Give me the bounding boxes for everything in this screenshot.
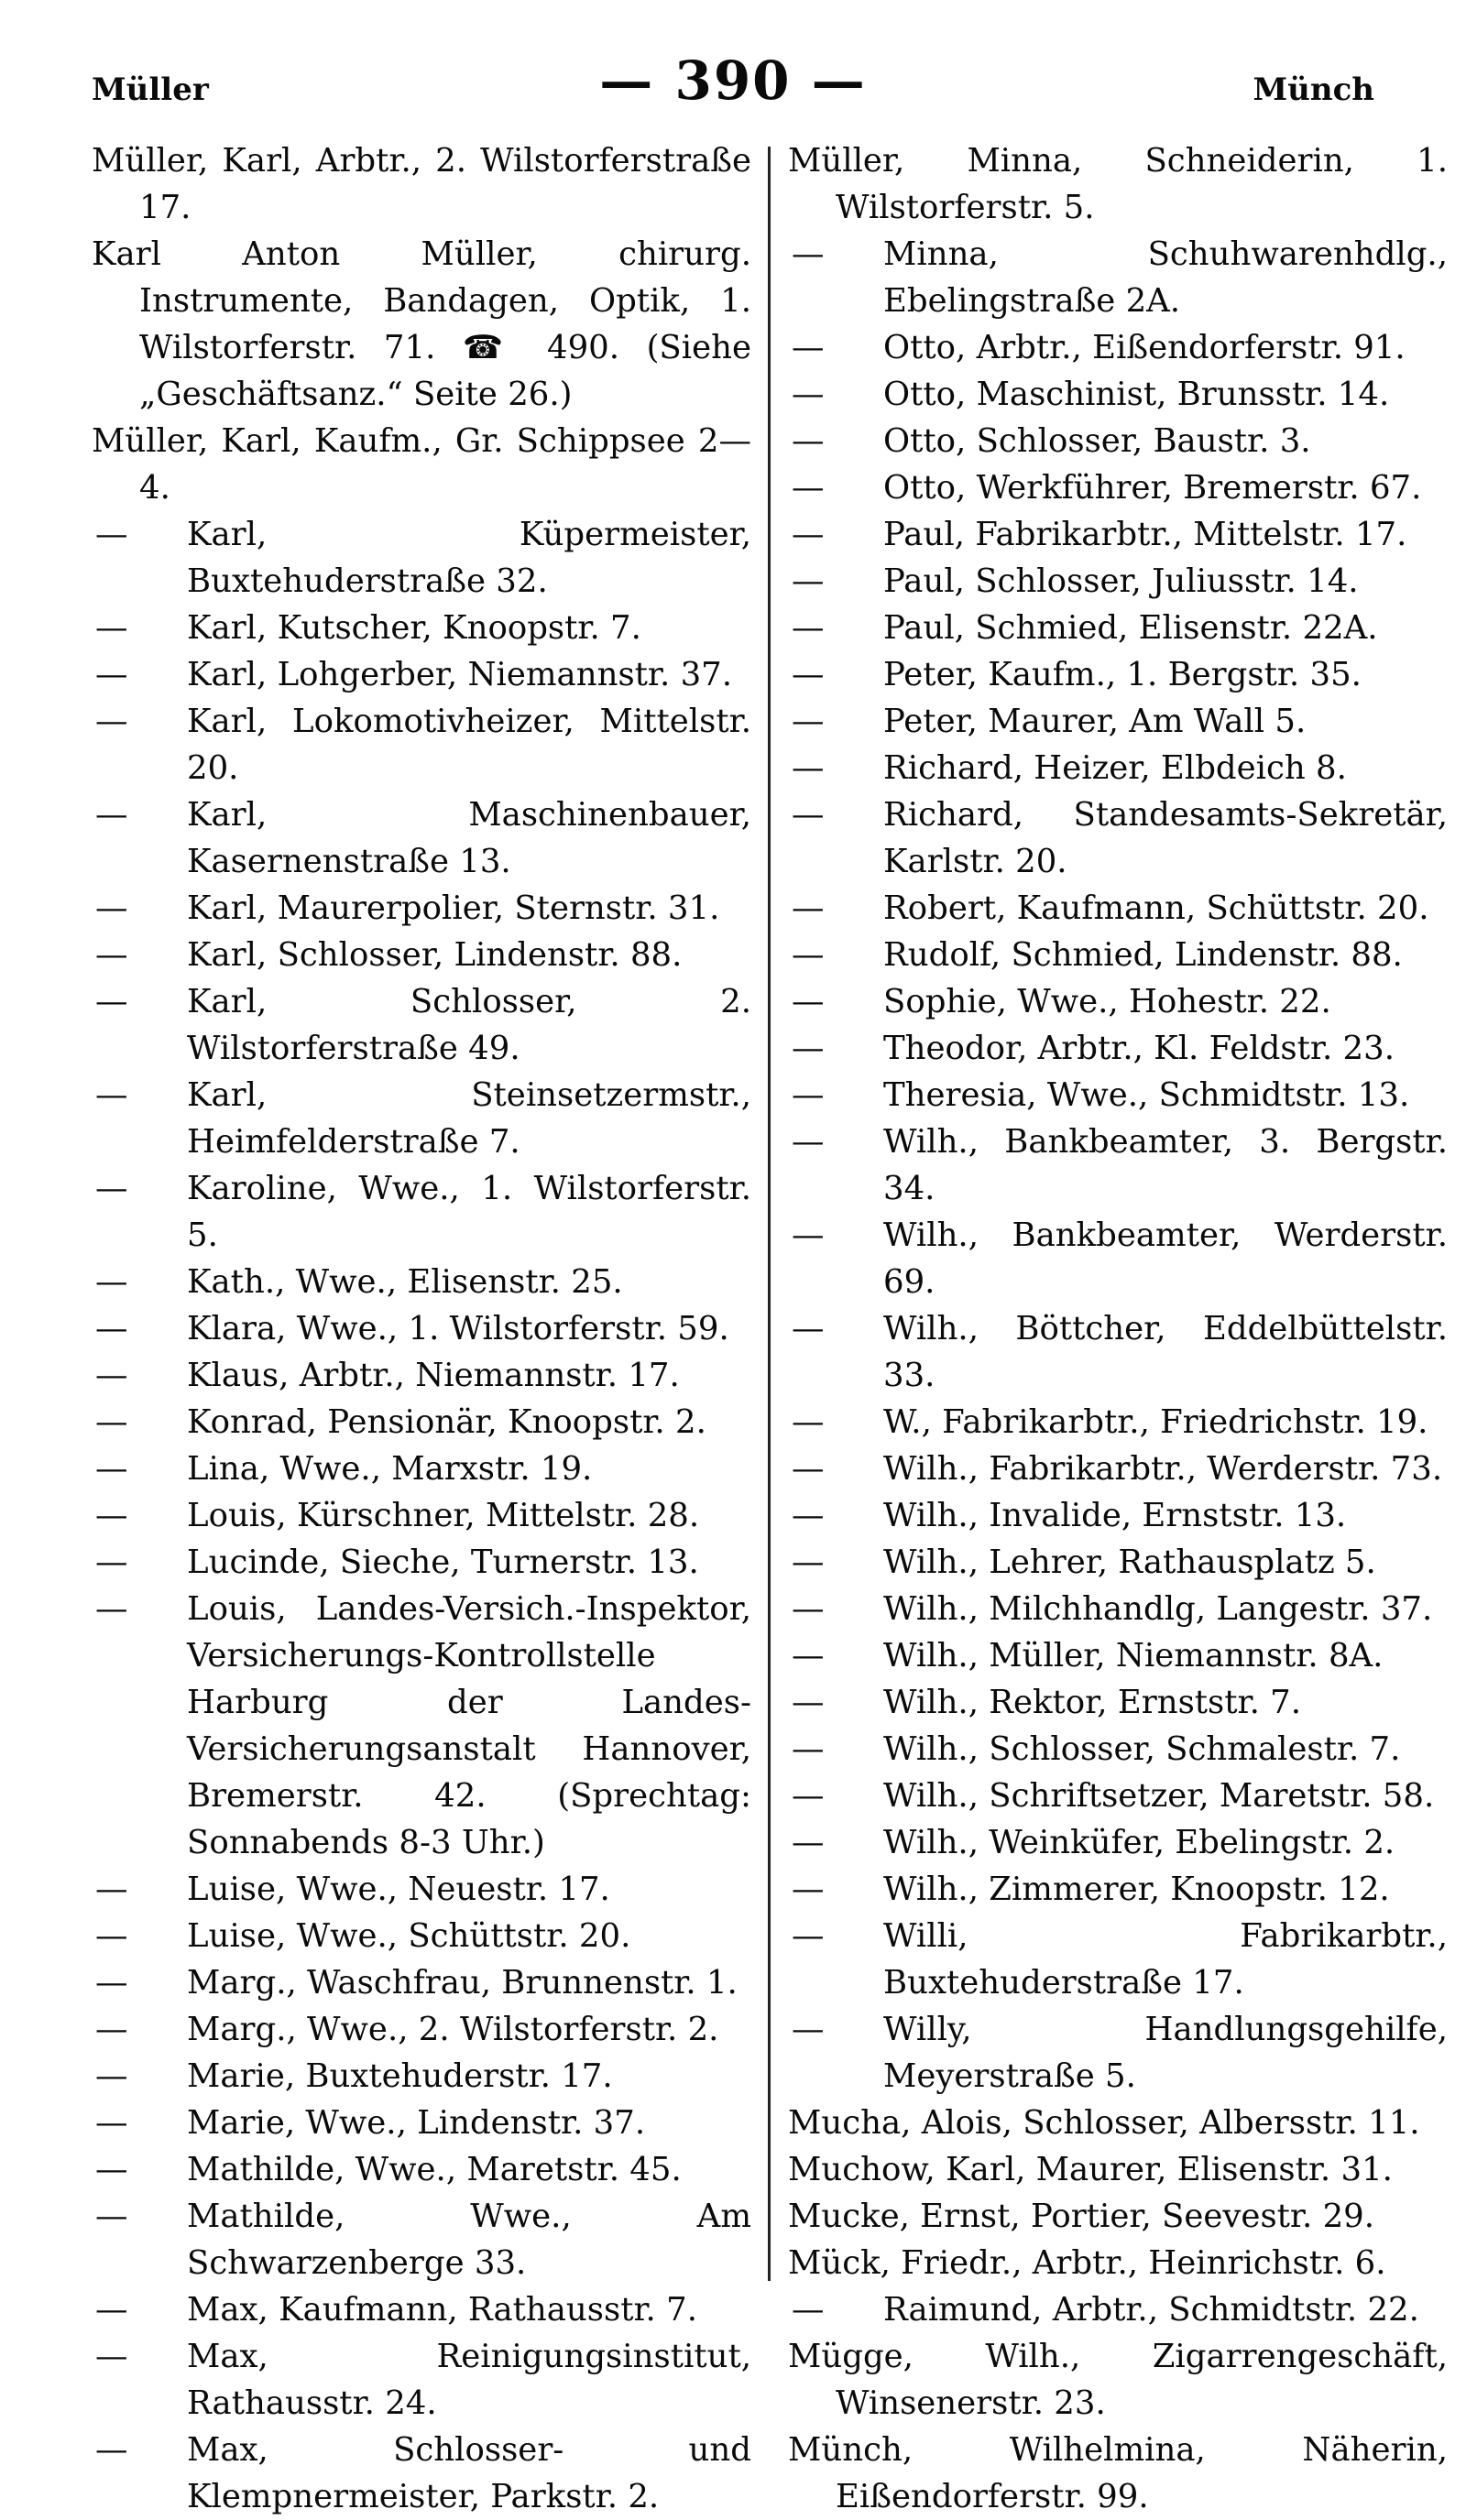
page-number: — 390 — [599,49,867,112]
continuation-dash: — [95,2291,128,2329]
directory-entry [788,698,1448,745]
continuation-dash: — [792,1730,825,1768]
continuation-dash: — [792,1637,825,1675]
continuation-dash: — [95,2104,128,2142]
entry-text: Luise, Wwe., Schüttstr. 20. [187,1917,631,1955]
directory-entry [92,511,751,605]
directory-entry [92,2333,751,2427]
entry-text: Mück, Friedr., Arbtr., Heinrichstr. 6. [788,2244,1386,2282]
entry-text: Konrad, Pensionär, Knoopstr. 2. [187,1403,706,1441]
directory-entry [788,1072,1448,1118]
directory-entry [788,1025,1448,1072]
continuation-dash: — [95,2057,128,2095]
continuation-dash: — [95,1871,128,1908]
entry-text: Louis, Kürschner, Mittelstr. 28. [187,1497,700,1534]
continuation-dash: — [792,1824,825,1861]
directory-entry [788,1632,1448,1679]
directory-entry [92,791,751,885]
entry-text: Otto, Maschinist, Brunsstr. 14. [883,376,1390,413]
directory-entry [788,324,1448,371]
directory-entry [92,2427,751,2520]
directory-entry [92,418,751,511]
entry-text: Wilh., Milchhandlg, Langestr. 37. [883,1590,1433,1628]
continuation-dash: — [95,1590,128,1628]
continuation-dash: — [792,469,825,507]
directory-entry [92,2053,751,2100]
entry-text: Karl, Lohgerber, Niemannstr. 37. [187,656,733,693]
directory-entry [788,1679,1448,1726]
entry-text: Karl, Steinsetzermstr., Heimfelderstraße 7. [187,1076,751,1161]
entry-text: Münch, Wilhelmina, Näherin, Eißendorferstr. 99. [788,2431,1448,2515]
entry-text: Wilh., Zimmerer, Knoopstr. 12. [883,1871,1390,1908]
entry-text: Marg., Wwe., 2. Wilstorferstr. 2. [187,2011,719,2048]
directory-entry [788,1445,1448,1492]
directory-entry [92,1539,751,1586]
directory-entry [92,1913,751,1959]
entry-text: Paul, Fabrikarbtr., Mittelstr. 17. [883,516,1407,553]
entry-text: Mügge, Wilh., Zigarrengeschäft, Winsenerstr. 23. [788,2338,1448,2422]
directory-entry [788,558,1448,605]
continuation-dash: — [95,1403,128,1441]
entry-text: Otto, Schlosser, Baustr. 3. [883,422,1311,460]
entry-text: Max, Reinigungsinstitut, Rathausstr. 24. [187,2338,751,2422]
continuation-dash: — [792,656,825,693]
continuation-dash: — [792,983,825,1020]
directory-entry [788,511,1448,558]
directory-entry [92,1492,751,1539]
directory-entry [788,1773,1448,1819]
continuation-dash: — [792,1076,825,1114]
entry-text: Karl, Maurerpolier, Sternstr. 31. [187,889,720,927]
directory-entry [788,932,1448,978]
continuation-dash: — [95,1076,128,1114]
continuation-dash: — [792,1403,825,1441]
directory-entry [788,231,1448,324]
entry-text: Karl, Schlosser, Lindenstr. 88. [187,936,683,974]
entry-text: Müller, Karl, Kaufm., Gr. Schippsee 2—4. [92,422,751,507]
directory-entry [92,885,751,932]
directory-entry [788,1866,1448,1913]
entry-text: Müller, Minna, Schneiderin, 1. Wilstorferstr. 5. [788,142,1448,226]
directory-entry [92,231,751,418]
directory-entry [92,651,751,698]
continuation-dash: — [792,1216,825,1254]
entry-text: Peter, Maurer, Am Wall 5. [883,703,1307,740]
entry-text: Sophie, Wwe., Hohestr. 22. [883,983,1331,1020]
continuation-dash: — [792,516,825,553]
directory-entry [92,1866,751,1913]
directory-entry [788,1586,1448,1632]
entry-text: Luise, Wwe., Neuestr. 17. [187,1871,610,1908]
directory-entry [788,1913,1448,2006]
continuation-dash: — [792,1544,825,1581]
directory-entry [788,2100,1448,2146]
directory-entry [92,1072,751,1165]
directory-entry [788,2333,1448,2427]
left-column [92,137,751,2520]
continuation-dash: — [95,2011,128,2048]
continuation-dash: — [792,422,825,460]
continuation-dash: — [95,516,128,553]
directory-entry [788,745,1448,791]
directory-entry [788,464,1448,511]
continuation-dash: — [95,1497,128,1534]
directory-entry [788,418,1448,464]
entry-text: Mucha, Alois, Schlosser, Albersstr. 11. [788,2104,1420,2142]
entry-text: Lina, Wwe., Marxstr. 19. [187,1450,593,1488]
continuation-dash: — [95,1263,128,1301]
entry-text: Minna, Schuhwarenhdlg., Ebelingstraße 2A. [883,235,1448,320]
entry-text: Robert, Kaufmann, Schüttstr. 20. [883,889,1429,927]
directory-entry [788,885,1448,932]
entry-text: Müller, Karl, Arbtr., 2. Wilstorferstraße 17. [92,142,751,226]
continuation-dash: — [792,1777,825,1815]
continuation-dash: — [792,1590,825,1628]
entry-text: W., Fabrikarbtr., Friedrichstr. 19. [883,1403,1428,1441]
entry-text: Wilh., Schlosser, Schmalestr. 7. [883,1730,1401,1768]
continuation-dash: — [95,656,128,693]
entry-text: Marie, Wwe., Lindenstr. 37. [187,2104,646,2142]
directory-entry [92,1959,751,2006]
directory-entry [788,137,1448,231]
continuation-dash: — [95,1917,128,1955]
entry-text: Wilh., Böttcher, Eddelbüttelstr. 33. [883,1310,1448,1394]
directory-entry [788,1539,1448,1586]
continuation-dash: — [95,796,128,834]
column-divider [768,147,771,2281]
entry-text: Willi, Fabrikarbtr., Buxtehuderstraße 17. [883,1917,1448,2002]
entry-text: Louis, Landes-Versich.-Inspektor, Versicherungs-Kontrollstelle Harburg der Landes-Versicherungsanstalt Hannover, Bremerstr. 42. (Sprechtag: Sonnabends 8-3 Uhr.) [187,1590,751,1861]
entry-text: Max, Schlosser- und Klempnermeister, Parkstr. 2. [187,2431,751,2515]
entry-text: Mathilde, Wwe., Maretstr. 45. [187,2151,682,2188]
continuation-dash: — [95,2151,128,2188]
continuation-dash: — [95,936,128,974]
entry-text: Theresia, Wwe., Schmidtstr. 13. [883,1076,1410,1114]
directory-entry [788,2146,1448,2193]
entry-text: Kath., Wwe., Elisenstr. 25. [187,1263,623,1301]
directory-entry [92,1259,751,1305]
continuation-dash: — [792,562,825,600]
directory-entry [788,651,1448,698]
continuation-dash: — [792,1450,825,1488]
continuation-dash: — [792,609,825,647]
continuation-dash: — [792,703,825,740]
directory-entry [788,2427,1448,2520]
entry-text: Marg., Waschfrau, Brunnenstr. 1. [187,1964,738,2002]
entry-text: Wilh., Fabrikarbtr., Werderstr. 73. [883,1450,1443,1488]
entry-text: Wilh., Rektor, Ernststr. 7. [883,1684,1302,1721]
entry-text: Klaus, Arbtr., Niemannstr. 17. [187,1357,680,1394]
continuation-dash: — [792,235,825,273]
continuation-dash: — [95,2338,128,2375]
entry-text: Rudolf, Schmied, Lindenstr. 88. [883,936,1403,974]
entry-text: Muchow, Karl, Maurer, Elisenstr. 31. [788,2151,1393,2188]
continuation-dash: — [95,2431,128,2469]
continuation-dash: — [792,1497,825,1534]
entry-text: Wilh., Invalide, Ernststr. 13. [883,1497,1347,1534]
entry-text: Mathilde, Wwe., Am Schwarzenberge 33. [187,2198,751,2282]
continuation-dash: — [792,329,825,366]
continuation-dash: — [792,749,825,787]
entry-text: Wilh., Bankbeamter, 3. Bergstr. 34. [883,1123,1448,1207]
directory-entry [788,1305,1448,1399]
continuation-dash: — [792,376,825,413]
continuation-dash: — [792,889,825,927]
directory-entry [92,1352,751,1399]
entry-text: Max, Kaufmann, Rathausstr. 7. [187,2291,697,2329]
continuation-dash: — [792,2291,825,2329]
entry-text: Karl, Maschinenbauer, Kasernenstraße 13. [187,796,751,880]
continuation-dash: — [95,1450,128,1488]
continuation-dash: — [95,983,128,1020]
page-header [92,37,1374,110]
directory-entry [92,2006,751,2053]
directory-entry [92,1586,751,1866]
header-right-keyword: Münch [1253,71,1374,108]
entry-text: Wilh., Weinküfer, Ebelingstr. 2. [883,1824,1395,1861]
directory-entry [788,791,1448,885]
directory-entry [92,698,751,791]
entry-text: Peter, Kaufm., 1. Bergstr. 35. [883,656,1362,693]
entry-text: Lucinde, Sieche, Turnerstr. 13. [187,1544,699,1581]
directory-entry [788,978,1448,1025]
entry-text: Klara, Wwe., 1. Wilstorferstr. 59. [187,1310,729,1347]
directory-entry [788,1118,1448,1212]
directory-entry [788,1819,1448,1866]
continuation-dash: — [95,1357,128,1394]
continuation-dash: — [792,1030,825,1067]
entry-text: Richard, Standesamts-Sekretär, Karlstr. 20. [883,796,1448,880]
continuation-dash: — [792,1684,825,1721]
directory-entry [788,2286,1448,2333]
entry-text: Paul, Schlosser, Juliusstr. 14. [883,562,1359,600]
directory-entry [788,2240,1448,2286]
entry-text: Karoline, Wwe., 1. Wilstorferstr. 5. [187,1170,751,1254]
directory-entry [788,1212,1448,1305]
entry-text: Richard, Heizer, Elbdeich 8. [883,749,1347,787]
directory-entry [788,605,1448,651]
entry-text: Karl Anton Müller, chirurg. Instrumente, Bandagen, Optik, 1. Wilstorferstr. 71. ☎ 490. (Siehe „Geschäftsanz.“ Seite 26.) [92,235,751,413]
entry-text: Wilh., Schriftsetzer, Maretstr. 58. [883,1777,1435,1815]
continuation-dash: — [95,609,128,647]
directory-entry [788,2006,1448,2100]
continuation-dash: — [95,2198,128,2235]
entry-text: Karl, Kutscher, Knoopstr. 7. [187,609,641,647]
continuation-dash: — [792,796,825,834]
directory-entry [92,1305,751,1352]
directory-entry [788,1492,1448,1539]
entry-text: Mucke, Ernst, Portier, Seevestr. 29. [788,2198,1375,2235]
directory-entry [788,1399,1448,1445]
entry-text: Willy, Handlungsgehilfe, Meyerstraße 5. [883,2011,1448,2095]
continuation-dash: — [95,1544,128,1581]
continuation-dash: — [792,1871,825,1908]
entry-text: Wilh., Müller, Niemannstr. 8A. [883,1637,1384,1675]
directory-entry [788,371,1448,418]
directory-entry [92,2100,751,2146]
continuation-dash: — [95,1964,128,2002]
continuation-dash: — [792,2011,825,2048]
entry-text: Wilh., Bankbeamter, Werderstr. 69. [883,1216,1448,1301]
header-left-keyword: Müller [92,71,209,108]
entry-text: Otto, Werkführer, Bremerstr. 67. [883,469,1422,507]
entry-text: Karl, Lokomotivheizer, Mittelstr. 20. [187,703,751,787]
directory-entry [92,1399,751,1445]
entry-text: Paul, Schmied, Elisenstr. 22A. [883,609,1378,647]
entry-text: Theodor, Arbtr., Kl. Feldstr. 23. [883,1030,1395,1067]
entry-text: Otto, Arbtr., Eißendorferstr. 91. [883,329,1406,366]
entry-text: Karl, Schlosser, 2. Wilstorferstraße 49. [187,983,751,1067]
directory-entry [92,137,751,231]
continuation-dash: — [95,1310,128,1347]
directory-entry [92,2146,751,2193]
directory-entry [92,2286,751,2333]
directory-entry [92,2193,751,2286]
continuation-dash: — [792,1917,825,1955]
continuation-dash: — [792,1123,825,1161]
directory-entry [92,1445,751,1492]
entry-text: Marie, Buxtehuderstr. 17. [187,2057,613,2095]
continuation-dash: — [792,936,825,974]
directory-entry [92,1165,751,1259]
directory-entry [92,978,751,1072]
continuation-dash: — [95,703,128,740]
directory-entry [92,932,751,978]
directory-entry [788,2193,1448,2240]
continuation-dash: — [95,889,128,927]
entry-text: Wilh., Lehrer, Rathausplatz 5. [883,1544,1376,1581]
entry-text: Karl, Küpermeister, Buxtehuderstraße 32. [187,516,751,600]
directory-entry [92,605,751,651]
entry-text: Raimund, Arbtr., Schmidtstr. 22. [883,2291,1419,2329]
continuation-dash: — [95,1170,128,1207]
continuation-dash: — [792,1310,825,1347]
directory-entry [788,1726,1448,1773]
right-column [788,137,1448,2520]
